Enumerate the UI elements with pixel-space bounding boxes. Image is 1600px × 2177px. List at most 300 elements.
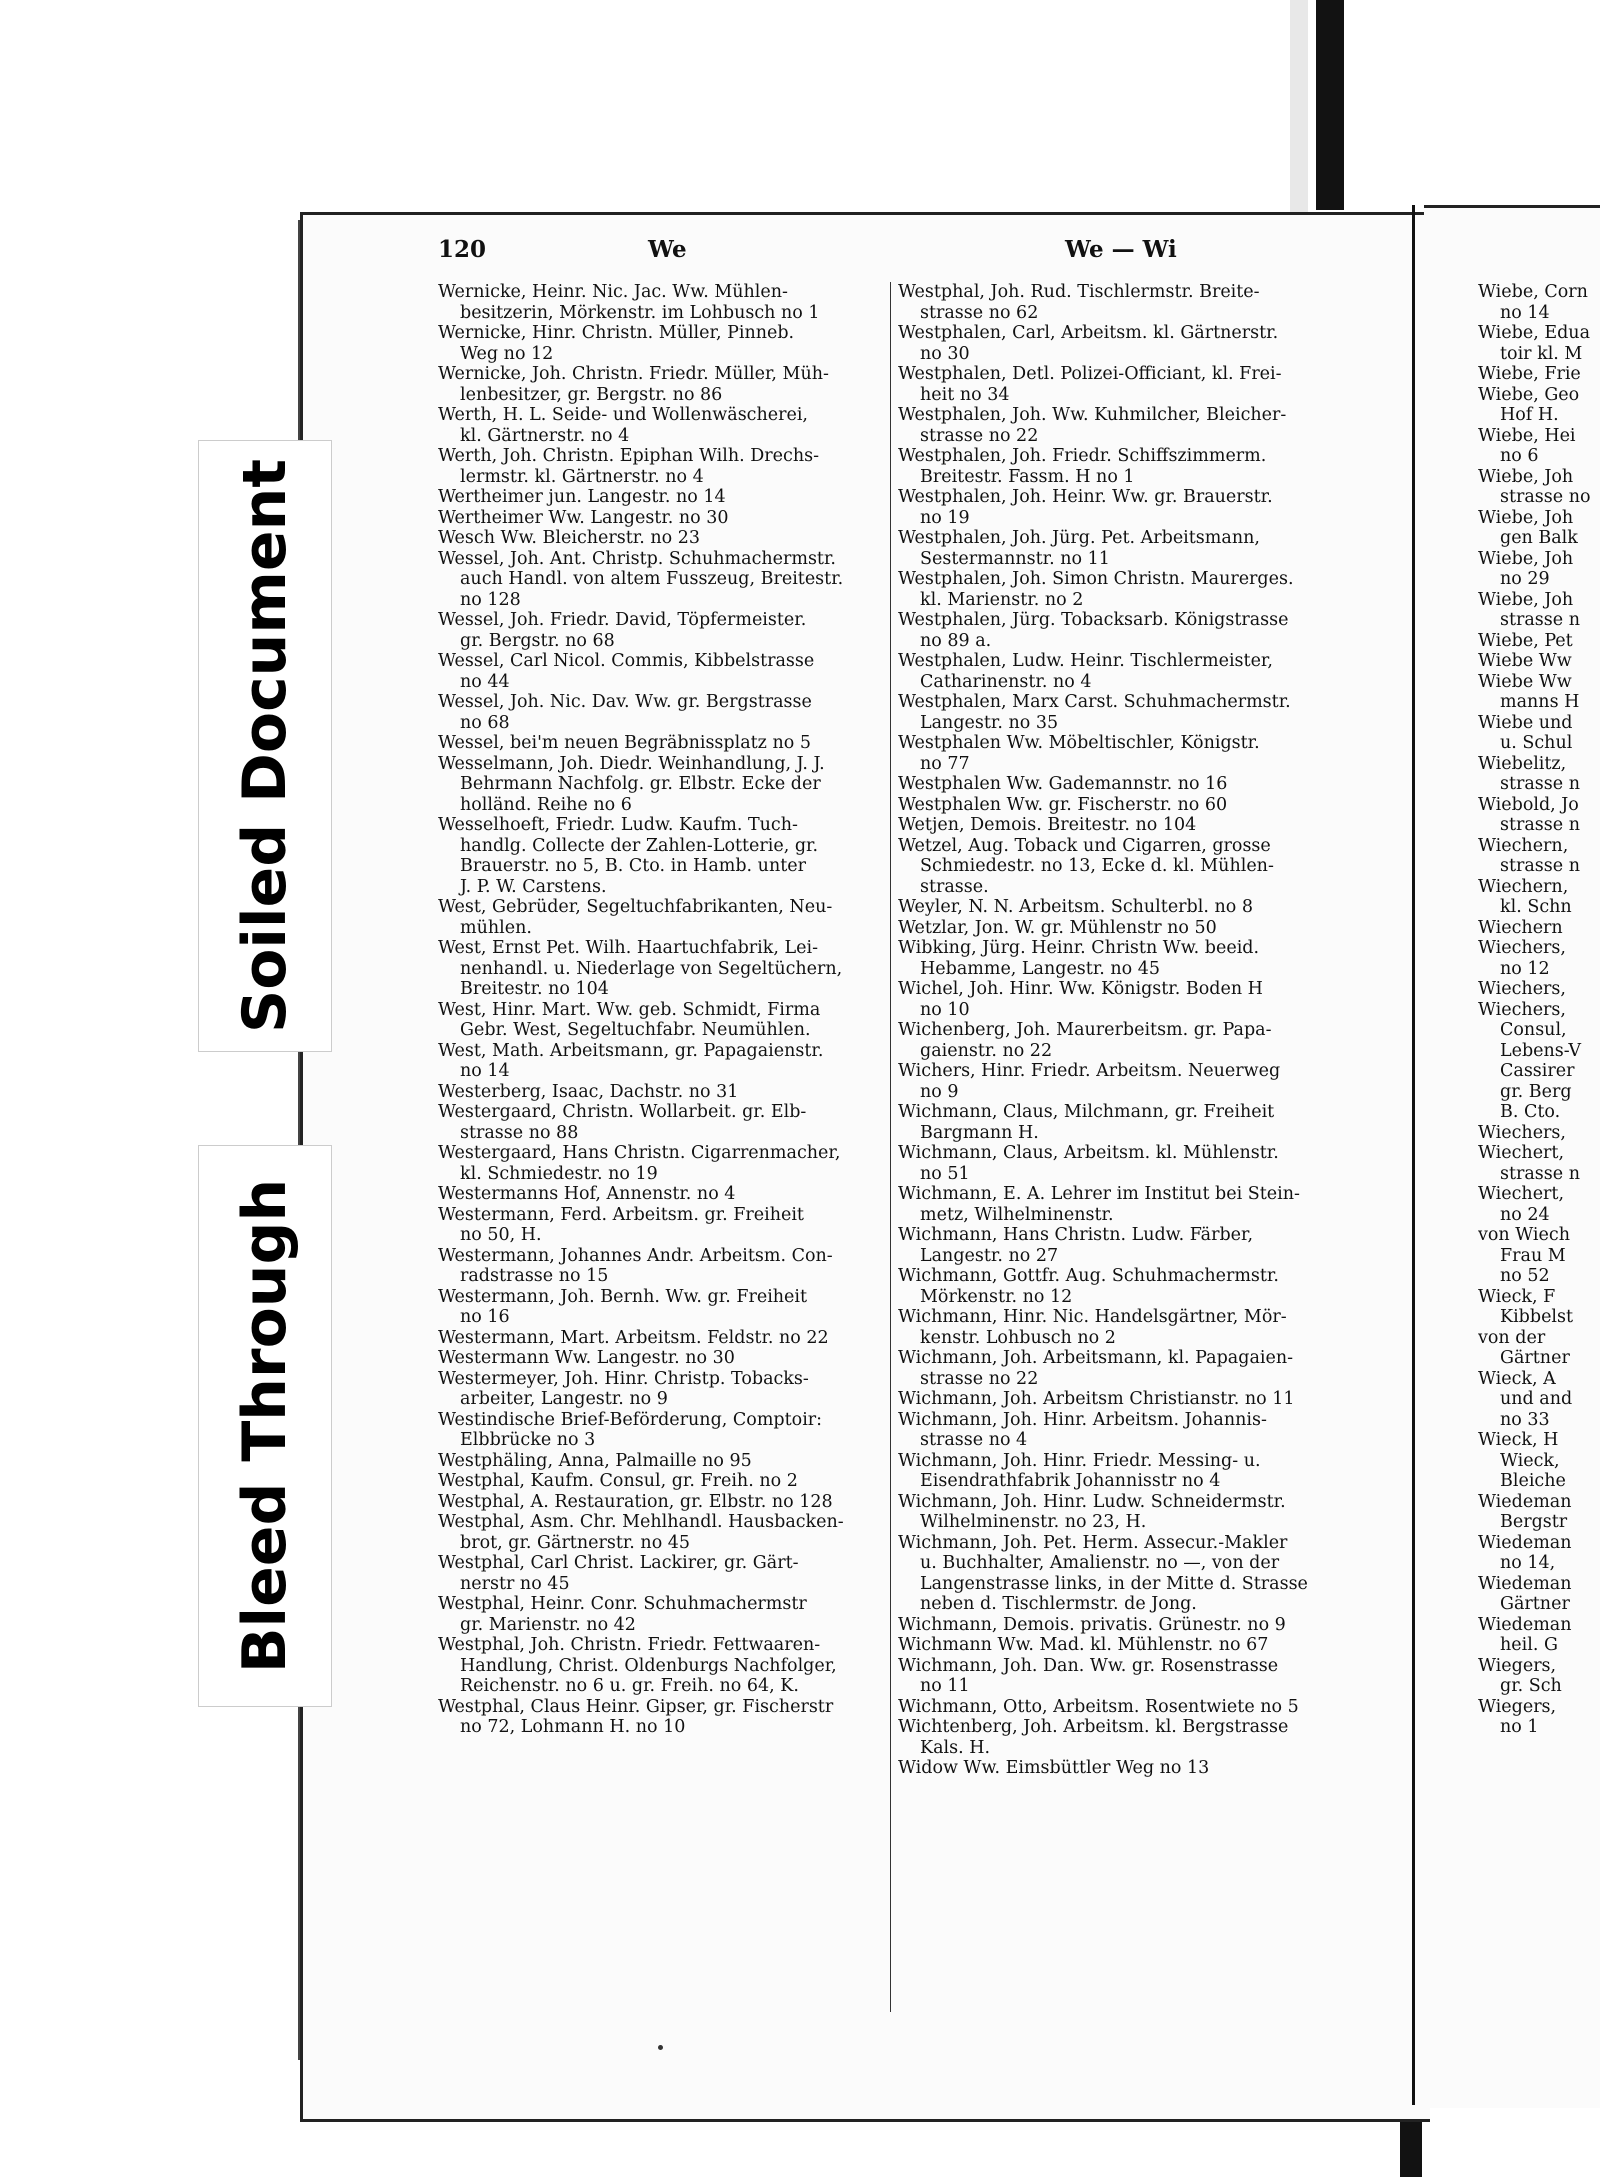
directory-entry <box>1478 467 1600 508</box>
entry-continuation-line: holländ. Reihe no 6 <box>460 794 632 815</box>
entry-name-line: Wichmann, Hinr. Nic. Handelsgärtner, Mör- <box>898 1307 1287 1327</box>
directory-entry <box>438 1697 888 1738</box>
directory-entry <box>1478 1287 1600 1328</box>
entry-name-line: Wiedeman <box>1478 1491 1572 1512</box>
entry-name-line: Wiechern, <box>1478 876 1569 897</box>
entry-name-line: Westphalen, Jürg. Tobacksarb. Königstrasse <box>898 610 1289 630</box>
entry-name-line: Wichenberg, Joh. Maurerbeitsm. gr. Papa- <box>898 1020 1272 1040</box>
entry-continuation-line: Catharinenstr. no 4 <box>920 671 1092 692</box>
entry-name-line: Wichmann, Hans Christn. Ludw. Färber, <box>898 1225 1254 1245</box>
entry-name-line: Wiedeman <box>1478 1573 1572 1594</box>
directory-entry <box>898 1635 1356 1656</box>
entry-name-line: Wesselhoeft, Friedr. Ludw. Kaufm. Tuch- <box>438 815 798 835</box>
entry-continuation-line: Cassirer <box>1500 1061 1575 1081</box>
entry-name-line: Westergaard, Christn. Wollarbeit. gr. Elb- <box>438 1102 807 1122</box>
entry-name-line: Westermann, Mart. Arbeitsm. Feldstr. no 22 <box>438 1327 829 1348</box>
entry-name-line: Westphalen Ww. Gademannstr. no 16 <box>898 774 1228 794</box>
directory-entry <box>898 1656 1356 1697</box>
directory-entry <box>1478 323 1600 364</box>
entry-name-line: Wichmann, Claus, Milchmann, gr. Freiheit <box>898 1102 1275 1122</box>
entry-name-line: Werth, Joh. Christn. Epiphan Wilh. Drechs- <box>438 446 819 466</box>
directory-entry <box>898 282 1356 323</box>
entry-name-line: Wesselmann, Joh. Diedr. Weinhandlung, J. J. <box>438 753 825 774</box>
entry-name-line: Westphal, Kaufm. Consul, gr. Freih. no 2 <box>438 1471 798 1491</box>
directory-entry <box>1478 549 1600 590</box>
entry-name-line: Wiebe Ww <box>1478 671 1572 692</box>
entry-continuation-line: no 128 <box>460 589 521 610</box>
entry-name-line: Westermann, Johannes Andr. Arbeitsm. Con- <box>438 1245 833 1266</box>
entry-continuation-line: no 1 <box>1500 1717 1539 1737</box>
entry-name-line: Werth, H. L. Seide- und Wollenwäscherei, <box>438 405 808 425</box>
directory-entry <box>438 364 888 405</box>
right-running-head: We — Wi <box>1065 236 1177 263</box>
entry-continuation-line: no 11 <box>920 1676 970 1696</box>
directory-entry <box>438 1635 888 1697</box>
entry-name-line: Wieck, H <box>1478 1430 1559 1450</box>
entry-continuation-line: no 19 <box>920 507 970 528</box>
entry-continuation-line: Bleiche <box>1500 1471 1566 1491</box>
entry-name-line: Wieck, F <box>1478 1286 1556 1307</box>
entry-continuation-line: u. Buchhalter, Amalienstr. no —, von der <box>920 1553 1280 1573</box>
entry-name-line: Wichmann, Joh. Hinr. Arbeitsm. Johannis- <box>898 1409 1267 1430</box>
entry-continuation-line: gr. Sch <box>1500 1676 1562 1696</box>
entry-continuation-line: gr. Marienstr. no 42 <box>460 1614 636 1635</box>
entry-continuation-line: no 72, Lohmann H. no 10 <box>460 1717 686 1737</box>
entry-continuation-line: u. Schul <box>1500 733 1573 753</box>
directory-entry <box>898 815 1356 836</box>
directory-entry <box>438 1000 888 1041</box>
directory-entry <box>1478 385 1600 426</box>
directory-entry <box>438 323 888 364</box>
bleed-through-text: Bleed Through <box>230 1178 300 1674</box>
directory-entry <box>1478 1615 1600 1656</box>
directory-entry <box>898 897 1356 918</box>
entry-continuation-line: Elbbrücke no 3 <box>460 1430 596 1450</box>
entry-name-line: von Wiech <box>1478 1225 1570 1245</box>
directory-entry <box>438 1287 888 1328</box>
directory-entry <box>1478 1430 1600 1492</box>
entry-continuation-line: no 6 <box>1500 446 1539 466</box>
entry-name-line: Westermann Ww. Langestr. no 30 <box>438 1348 735 1368</box>
entry-continuation-line: Hebamme, Langestr. no 45 <box>920 958 1161 979</box>
directory-entry <box>1478 590 1600 631</box>
directory-entry <box>898 1451 1356 1492</box>
entry-name-line: Wetzlar, Jon. W. gr. Mühlenstr no 50 <box>898 917 1217 938</box>
entry-continuation-line: lenbesitzer, gr. Bergstr. no 86 <box>460 384 723 405</box>
directory-entry <box>438 405 888 446</box>
entry-name-line: Wichel, Joh. Hinr. Ww. Königstr. Boden H <box>898 979 1263 999</box>
entry-continuation-line: toir kl. M <box>1500 343 1583 364</box>
entry-continuation-line: no 16 <box>460 1307 510 1327</box>
entry-name-line: Wichmann, Joh. Arbeitsm Christianstr. no 11 <box>898 1389 1295 1409</box>
entry-name-line: Westphalen, Joh. Simon Christn. Maurerges. <box>898 569 1294 589</box>
entry-name-line: Westphal, Joh. Rud. Tischlermstr. Breite- <box>898 282 1260 302</box>
entry-name-line: Wichmann, Gottfr. Aug. Schuhmachermstr. <box>898 1266 1279 1286</box>
entry-continuation-line: strasse no <box>1500 487 1591 507</box>
directory-entry <box>898 651 1356 692</box>
entry-name-line: Wichmann, Joh. Arbeitsmann, kl. Papagaien- <box>898 1348 1294 1368</box>
directory-entry <box>438 938 888 1000</box>
entry-name-line: Wiebe, Hei <box>1478 425 1576 446</box>
entry-name-line: West, Math. Arbeitsmann, gr. Papagaienstr. <box>438 1040 824 1061</box>
directory-entry <box>1478 1143 1600 1184</box>
directory-entry <box>1478 877 1600 918</box>
directory-entry <box>898 1184 1356 1225</box>
entry-name-line: Westermann, Joh. Bernh. Ww. gr. Freiheit <box>438 1286 808 1307</box>
directory-entry <box>438 1184 888 1205</box>
entry-continuation-line: Brauerstr. no 5, B. Cto. in Hamb. unter <box>460 856 806 876</box>
entry-continuation-line: arbeiter, Langestr. no 9 <box>460 1389 668 1409</box>
directory-entry <box>898 487 1356 528</box>
entry-continuation-line: kl. Schn <box>1500 897 1572 917</box>
entry-name-line: Westermann, Ferd. Arbeitsm. gr. Freiheit <box>438 1204 804 1225</box>
entry-continuation-line: nenhandl. u. Niederlage von Segeltüchern, <box>460 958 843 979</box>
entry-name-line: Wiechers, <box>1478 1122 1566 1143</box>
entry-name-line: Wiechert, <box>1478 1143 1565 1163</box>
ink-speck <box>658 2045 663 2050</box>
directory-entry <box>1478 938 1600 979</box>
entry-continuation-line: besitzerin, Mörkenstr. im Lohbusch no 1 <box>460 302 820 323</box>
directory-entry <box>898 1615 1356 1636</box>
left-running-head: We <box>648 236 687 263</box>
entry-name-line: Westphalen Ww. gr. Fischerstr. no 60 <box>898 794 1228 815</box>
entry-continuation-line: no 9 <box>920 1081 959 1102</box>
directory-entry <box>898 795 1356 816</box>
entry-name-line: West, Hinr. Mart. Ww. geb. Schmidt, Firma <box>438 999 821 1020</box>
entry-continuation-line: Gärtner <box>1500 1348 1570 1368</box>
entry-name-line: Wiebe, Joh <box>1478 589 1574 610</box>
entry-name-line: Wibking, Jürg. Heinr. Christn Ww. beeid. <box>898 938 1260 958</box>
directory-entry <box>1478 1184 1600 1225</box>
entry-continuation-line: Hof H. <box>1500 405 1559 425</box>
entry-continuation-line: Langestr. no 35 <box>920 712 1059 733</box>
entry-continuation-line: Weg no 12 <box>460 343 554 364</box>
entry-name-line: Westphalen Ww. Möbeltischler, Königstr. <box>898 733 1260 753</box>
entry-name-line: Wichmann, Joh. Dan. Ww. gr. Rosenstrasse <box>898 1655 1279 1676</box>
scan-dark-strip-top <box>1316 0 1344 210</box>
directory-entry <box>438 651 888 692</box>
entry-name-line: Wichers, Hinr. Friedr. Arbeitsm. Neuerweg <box>898 1061 1281 1081</box>
entry-name-line: Wiebe, Frie <box>1478 364 1581 384</box>
directory-entry <box>898 1266 1356 1307</box>
directory-entry <box>438 1205 888 1246</box>
entry-continuation-line: Breitestr. Fassm. H no 1 <box>920 466 1135 487</box>
entry-continuation-line: Lebens-V <box>1500 1040 1582 1061</box>
entry-name-line: Wichmann, Otto, Arbeitsm. Rosentwiete no 5 <box>898 1696 1299 1717</box>
directory-entry <box>898 1758 1356 1779</box>
entry-continuation-line: mühlen. <box>460 917 532 938</box>
directory-column-2 <box>898 282 1356 1779</box>
directory-entry <box>1478 426 1600 467</box>
directory-entry <box>1478 672 1600 713</box>
soiled-document-text: Soiled Document <box>230 458 300 1034</box>
entry-name-line: Westphal, Asm. Chr. Mehlhandl. Hausbacken- <box>438 1512 844 1532</box>
entry-continuation-line: Behrmann Nachfolg. gr. Elbstr. Ecke der <box>460 774 821 794</box>
directory-column-3-partial <box>1478 282 1600 1738</box>
entry-continuation-line: no 52 <box>1500 1266 1550 1286</box>
entry-name-line: Wiebelitz, <box>1478 753 1567 774</box>
entry-name-line: Wiebe, Joh <box>1478 507 1574 528</box>
directory-entry <box>898 1348 1356 1389</box>
entry-continuation-line: strasse no 22 <box>920 425 1039 446</box>
entry-name-line: Wichmann, Joh. Hinr. Ludw. Schneidermstr. <box>898 1491 1286 1512</box>
entry-continuation-line: Gebr. West, Segeltuchfabr. Neumühlen. <box>460 1020 811 1040</box>
directory-entry <box>898 1389 1356 1410</box>
entry-continuation-line: lermstr. kl. Gärtnerstr. no 4 <box>460 466 704 487</box>
entry-name-line: Westphalen, Joh. Friedr. Schiffszimmerm. <box>898 446 1267 466</box>
directory-entry <box>898 528 1356 569</box>
entry-name-line: Wiebe und <box>1478 712 1573 733</box>
directory-entry <box>1478 1533 1600 1574</box>
entry-name-line: Westphalen, Joh. Ww. Kuhmilcher, Bleicher- <box>898 405 1287 425</box>
directory-entry <box>438 1553 888 1594</box>
entry-continuation-line: strasse no 22 <box>920 1368 1039 1389</box>
directory-entry <box>438 1348 888 1369</box>
directory-entry <box>898 1307 1356 1348</box>
directory-entry <box>1478 1492 1600 1533</box>
entry-continuation-line: no 33 <box>1500 1409 1550 1430</box>
directory-entry <box>898 692 1356 733</box>
entry-name-line: Wiechern, <box>1478 835 1569 856</box>
entry-name-line: Westerberg, Isaac, Dachstr. no 31 <box>438 1081 739 1102</box>
entry-continuation-line: handlg. Collecte der Zahlen-Lotterie, gr. <box>460 835 819 856</box>
entry-continuation-line: Sestermannstr. no 11 <box>920 548 1110 569</box>
entry-name-line: Wesch Ww. Bleicherstr. no 23 <box>438 528 700 548</box>
entry-continuation-line: Bargmann H. <box>920 1122 1039 1143</box>
entry-name-line: Wiechers, <box>1478 979 1566 999</box>
entry-continuation-line: Kibbelst <box>1500 1307 1574 1327</box>
directory-entry <box>438 1594 888 1635</box>
entry-name-line: Wiedeman <box>1478 1614 1572 1635</box>
directory-entry <box>898 979 1356 1020</box>
entry-continuation-line: Kals. H. <box>920 1737 991 1758</box>
entry-name-line: Wieck, A <box>1478 1368 1556 1389</box>
entry-continuation-line: Breitestr. no 104 <box>460 979 609 999</box>
directory-entry <box>898 1410 1356 1451</box>
entry-name-line: Westergaard, Hans Christn. Cigarrenmacher, <box>438 1143 841 1163</box>
directory-entry <box>1478 795 1600 836</box>
directory-entry <box>1478 508 1600 549</box>
entry-continuation-line: Langenstrasse links, in der Mitte d. Strasse <box>920 1573 1308 1594</box>
entry-name-line: Wiebe, Corn <box>1478 282 1588 302</box>
directory-entry <box>438 815 888 897</box>
entry-name-line: Wiechers, <box>1478 938 1566 958</box>
directory-entry <box>438 1451 888 1472</box>
directory-entry <box>898 1533 1356 1615</box>
entry-continuation-line: no 14, <box>1500 1553 1556 1573</box>
directory-entry <box>898 405 1356 446</box>
entry-continuation-line: metz, Wilhelminenstr. <box>920 1204 1114 1225</box>
entry-name-line: von der <box>1478 1327 1546 1348</box>
directory-entry <box>898 446 1356 487</box>
directory-entry <box>438 282 888 323</box>
entry-continuation-line: neben d. Tischlermstr. de Jong. <box>920 1594 1197 1614</box>
scan-edge-shadow <box>1290 0 1308 215</box>
entry-name-line: Wertheimer Ww. Langestr. no 30 <box>438 507 729 528</box>
entry-continuation-line: heit no 34 <box>920 384 1010 405</box>
directory-entry <box>1478 1697 1600 1738</box>
entry-name-line: Wiebe, Joh <box>1478 548 1574 569</box>
entry-name-line: Westphal, Heinr. Conr. Schuhmachermstr <box>438 1594 807 1614</box>
entry-continuation-line: no 89 a. <box>920 630 992 651</box>
directory-entry <box>438 446 888 487</box>
entry-continuation-line: kl. Gärtnerstr. no 4 <box>460 425 630 446</box>
entry-name-line: West, Ernst Pet. Wilh. Haartuchfabrik, Lei- <box>438 938 818 958</box>
directory-entry <box>438 1082 888 1103</box>
entry-name-line: Wertheimer jun. Langestr. no 14 <box>438 487 726 507</box>
entry-continuation-line: J. P. W. Carstens. <box>460 876 607 897</box>
entry-continuation-line: strasse no 62 <box>920 302 1039 323</box>
scan-background <box>0 0 1600 200</box>
entry-name-line: Wichmann, Demois. privatis. Grünestr. no 9 <box>898 1614 1286 1635</box>
entry-name-line: Wiebe, Edua <box>1478 323 1590 343</box>
entry-continuation-line: Reichenstr. no 6 u. gr. Freih. no 64, K. <box>460 1676 799 1696</box>
entry-name-line: Westphäling, Anna, Palmaille no 95 <box>438 1450 752 1471</box>
entry-continuation-line: no 24 <box>1500 1204 1550 1225</box>
directory-entry <box>1478 1328 1600 1369</box>
entry-name-line: Wiebe, Pet <box>1478 630 1573 651</box>
directory-column-1 <box>438 282 888 1738</box>
directory-entry <box>1478 651 1600 672</box>
entry-continuation-line: Mörkenstr. no 12 <box>920 1286 1073 1307</box>
entry-name-line: Wiebold, Jo <box>1478 794 1579 815</box>
directory-entry <box>1478 1123 1600 1144</box>
entry-continuation-line: Schmiedestr. no 13, Ecke d. kl. Mühlen- <box>920 856 1274 876</box>
entry-continuation-line: Gärtner <box>1500 1594 1570 1614</box>
entry-name-line: Wernicke, Joh. Christn. Friedr. Müller, Müh- <box>438 364 829 384</box>
entry-continuation-line: strasse n <box>1500 774 1580 794</box>
directory-entry <box>898 610 1356 651</box>
directory-entry <box>1478 1574 1600 1615</box>
directory-entry <box>438 1512 888 1553</box>
entry-name-line: Westphal, A. Restauration, gr. Elbstr. no 128 <box>438 1491 833 1512</box>
entry-name-line: Westphalen, Marx Carst. Schuhmachermstr. <box>898 692 1291 712</box>
entry-continuation-line: Frau M <box>1500 1245 1566 1266</box>
directory-entry <box>1478 918 1600 939</box>
directory-entry <box>438 1246 888 1287</box>
entry-continuation-line: strasse n <box>1500 815 1580 835</box>
directory-entry <box>1478 713 1600 754</box>
entry-name-line: Westphal, Joh. Christn. Friedr. Fettwaaren- <box>438 1635 821 1655</box>
entry-continuation-line: no 12 <box>1500 958 1550 979</box>
entry-continuation-line: nerstr no 45 <box>460 1573 570 1594</box>
entry-continuation-line: kenstr. Lohbusch no 2 <box>920 1327 1116 1348</box>
directory-entry <box>898 774 1356 795</box>
directory-entry <box>898 364 1356 405</box>
directory-entry <box>1478 1656 1600 1697</box>
directory-entry <box>438 897 888 938</box>
directory-entry <box>898 1143 1356 1184</box>
entry-continuation-line: strasse no 88 <box>460 1122 579 1143</box>
directory-entry <box>438 610 888 651</box>
entry-continuation-line: Eisendrathfabrik Johannisstr no 4 <box>920 1471 1221 1491</box>
directory-entry <box>898 918 1356 939</box>
directory-entry <box>438 692 888 733</box>
entry-name-line: Weyler, N. N. Arbeitsm. Schulterbl. no 8 <box>898 897 1253 917</box>
entry-name-line: Wiebe, Joh <box>1478 466 1574 487</box>
entry-name-line: Wetjen, Demois. Breitestr. no 104 <box>898 815 1197 835</box>
entry-continuation-line: no 10 <box>920 999 970 1020</box>
entry-continuation-line: radstrasse no 15 <box>460 1266 609 1286</box>
entry-name-line: Widow Ww. Eimsbüttler Weg no 13 <box>898 1758 1210 1778</box>
entry-name-line: Wichmann, Joh. Pet. Herm. Assecur.-Makler <box>898 1532 1288 1553</box>
directory-entry <box>898 1061 1356 1102</box>
entry-continuation-line: strasse n <box>1500 1163 1580 1184</box>
directory-entry <box>438 1369 888 1410</box>
entry-continuation-line: B. Cto. <box>1500 1102 1561 1122</box>
directory-entry <box>898 1492 1356 1533</box>
entry-name-line: Westphal, Carl Christ. Lackirer, gr. Gärt- <box>438 1553 799 1573</box>
directory-entry <box>1478 631 1600 652</box>
entry-name-line: Wiebe Ww <box>1478 651 1572 671</box>
directory-entry <box>438 754 888 816</box>
directory-entry <box>898 1225 1356 1266</box>
entry-name-line: Wiechern <box>1478 917 1563 938</box>
entry-name-line: Wiegers, <box>1478 1696 1557 1717</box>
directory-entry <box>1478 1369 1600 1431</box>
directory-entry <box>438 1143 888 1184</box>
entry-continuation-line: strasse no 4 <box>920 1430 1028 1450</box>
directory-entry <box>898 733 1356 774</box>
directory-entry <box>898 1717 1356 1758</box>
entry-name-line: Wiechert, <box>1478 1184 1565 1204</box>
entry-name-line: Wetzel, Aug. Toback und Cigarren, grosse <box>898 835 1271 856</box>
entry-name-line: Wichtenberg, Joh. Arbeitsm. kl. Bergstrasse <box>898 1717 1289 1737</box>
soiled-document-label <box>198 440 332 1052</box>
entry-continuation-line: manns H <box>1500 692 1580 712</box>
directory-entry <box>438 733 888 754</box>
entry-continuation-line: Langestr. no 27 <box>920 1245 1059 1266</box>
entry-continuation-line: und and <box>1500 1389 1573 1409</box>
directory-entry <box>438 1471 888 1492</box>
directory-entry <box>438 1102 888 1143</box>
directory-entry <box>898 1697 1356 1718</box>
entry-continuation-line: gen Balk <box>1500 528 1578 548</box>
directory-entry <box>438 1328 888 1349</box>
entry-name-line: Wessel, Carl Nicol. Commis, Kibbelstrasse <box>438 651 815 671</box>
entry-continuation-line: no 77 <box>920 753 970 774</box>
page-number: 120 <box>438 236 487 263</box>
directory-entry <box>898 938 1356 979</box>
entry-continuation-line: no 29 <box>1500 569 1550 589</box>
directory-entry <box>1478 282 1600 323</box>
bleed-through-label <box>198 1145 332 1707</box>
entry-continuation-line: brot, gr. Gärtnerstr. no 45 <box>460 1532 691 1553</box>
entry-name-line: Wichmann, E. A. Lehrer im Institut bei Stein- <box>898 1184 1300 1204</box>
entry-continuation-line: no 30 <box>920 343 970 364</box>
entry-continuation-line: no 14 <box>1500 302 1550 323</box>
entry-name-line: Wessel, Joh. Friedr. David, Töpfermeister. <box>438 610 807 630</box>
entry-continuation-line: Wieck, <box>1500 1450 1560 1471</box>
directory-entry <box>438 508 888 529</box>
entry-continuation-line: strasse n <box>1500 610 1580 630</box>
entry-name-line: Wiegers, <box>1478 1655 1557 1676</box>
entry-continuation-line: Handlung, Christ. Oldenburgs Nachfolger, <box>460 1655 837 1676</box>
directory-entry <box>438 1041 888 1082</box>
directory-entry <box>898 836 1356 898</box>
directory-entry <box>438 1492 888 1513</box>
entry-name-line: Westindische Brief-Beförderung, Comptoir: <box>438 1409 823 1430</box>
entry-name-line: Westphalen, Detl. Polizei-Officiant, kl. Frei- <box>898 364 1282 384</box>
entry-continuation-line: no 51 <box>920 1163 970 1184</box>
entry-name-line: Westermanns Hof, Annenstr. no 4 <box>438 1184 736 1204</box>
entry-continuation-line: no 44 <box>460 671 510 692</box>
directory-entry <box>1478 836 1600 877</box>
entry-name-line: Wessel, Joh. Ant. Christp. Schuhmachermstr. <box>438 548 836 569</box>
entry-name-line: Westphalen, Ludw. Heinr. Tischlermeister, <box>898 651 1273 671</box>
directory-entry <box>898 1102 1356 1143</box>
entry-continuation-line: gaienstr. no 22 <box>920 1040 1053 1061</box>
